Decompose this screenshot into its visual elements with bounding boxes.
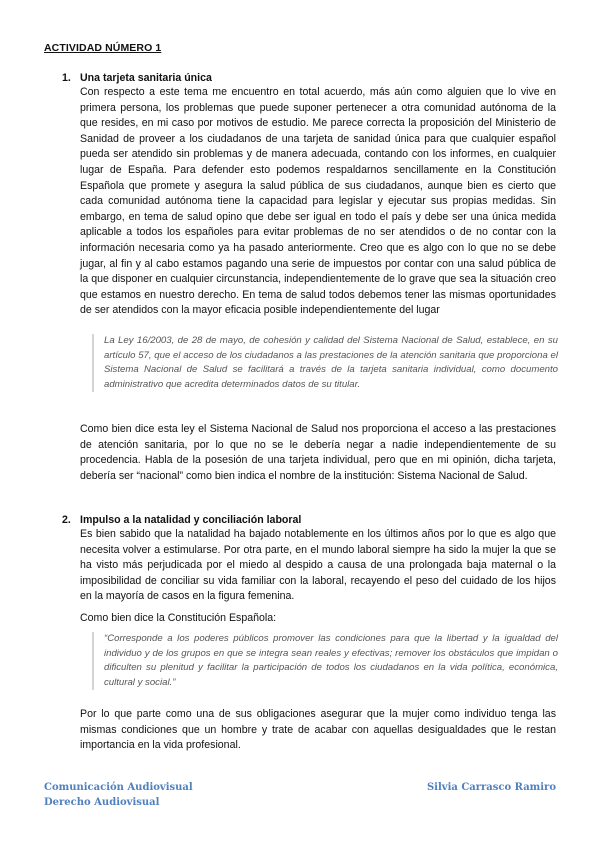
- section-2-quote-block: [92, 632, 558, 690]
- footer-course: Comunicación Audiovisual: [44, 782, 193, 793]
- footer-left: [44, 780, 193, 810]
- section-2-heading: [62, 514, 301, 526]
- section-1-quote: La Ley 16/2003, de 28 de mayo, de cohesión y calidad del Sistema Nacional de Salud, establece, en su artículo 57, que el acceso de los ciudadanos a las prestaciones de la atención sanitaria que proporciona el Sistema Nacional de Salud se facilitará a través de la tarjeta sanitaria individual, como documento administrativo que acredita determinados datos de su titular.: [104, 335, 558, 390]
- section-1-paragraph-2: Como bien dice esta ley el Sistema Nacional de Salud nos proporciona el acceso a las prestaciones de atención sanitaria, por lo que no se le debería negar a nadie independientemente de su procedencia. Habla de la posesión de una tarjeta individual, pero que en mi opinión, dicha tarjeta, debería ser “nacional” como bien indica el nombre de la institución: Sistema Nacional de Salud.: [80, 423, 556, 482]
- footer-subject: Derecho Audiovisual: [44, 797, 160, 808]
- section-2-paragraph-2: Por lo que parte como una de sus obligaciones asegurar que la mujer como individuo tenga las mismas condiciones que un hombre y trate de acabar con aquellas desigualdades que le restan importancia en la vida profesional.: [80, 708, 556, 752]
- section-2-paragraph-1: Es bien sabido que la natalidad ha bajado notablemente en los últimos años por lo que es algo que necesita volver a estimularse. Por otra parte, en el mundo laboral siempre ha sido la mujer la que se ha visto más perjudicada por el miedo al despido a causa de una prolongada baja maternal o la imposibilidad de conciliar su vida familiar con la laboral, recayendo el peso del cuidado de los hijos en la mayoría de casos en la figura femenina.: [80, 528, 556, 603]
- document-title: ACTIVIDAD NÚMERO 1: [44, 42, 162, 54]
- section-1-quote-block: [92, 334, 558, 392]
- section-1-title: Una tarjeta sanitaria única: [80, 72, 212, 84]
- section-2-title: Impulso a la natalidad y conciliación laboral: [80, 514, 302, 526]
- section-2-number: 2.: [62, 514, 71, 526]
- section-2-lead: Como bien dice la Constitución Española:: [80, 612, 277, 624]
- section-1-paragraph-1: Con respecto a este tema me encuentro en total acuerdo, más aún como alguien que lo vive en primera persona, los problemas que puede suponer pertenecer a otra comunidad autónoma de la que resides, en mi caso por motivos de estudio. Me parece correcta la proposición del Ministerio de Sanidad de proveer a los ciudadanos de una tarjeta de sanidad única para que cualquier español pueda ser atendido sin problemas y de manera adecuada, contando con los informes, en cualquier lugar de España. Para defender esto podemos respaldarnos sencillamente en la Constitución Española que promete y asegura la salud pública de sus ciudadanos, aunque bien es cierto que cada comunidad autónoma tiene la capacidad para legislar y ejecutar sus propias medidas. Sin embargo, en tema de salud opino que debe ser igual en todo el país y debe ser una única medida aplicable a todos los españoles para evitar problemas de no ser atendidos o de no contar con la información necesaria como ya ha pasado anteriormente. Creo que es algo con lo que no se debe jugar, al fin y al cabo estamos pagando una serie de impuestos por contar con una salud pública de la que disponer en cualquier circunstancia, independientemente de lo grave que sea la situación creo que estamos en nuestro derecho. En tema de salud todos debemos tener las mismas oportunidades de ser atendidos con la mayor eficacia posible independientemente del lugar: [80, 86, 556, 317]
- section-1-number: 1.: [62, 72, 71, 84]
- section-2-quote: “Corresponde a los poderes públicos promover las condiciones para que la libertad y la igualdad del individuo y de los grupos en que se integra sean reales y efectivas; remover los obstáculos que impidan o dificulten su plenitud y facilitar la participación de todos los ciudadanos en la vida política, económica, cultural y social.”: [104, 633, 558, 688]
- footer-author: Silvia Carrasco Ramiro: [426, 782, 556, 793]
- section-1-heading: [62, 72, 212, 84]
